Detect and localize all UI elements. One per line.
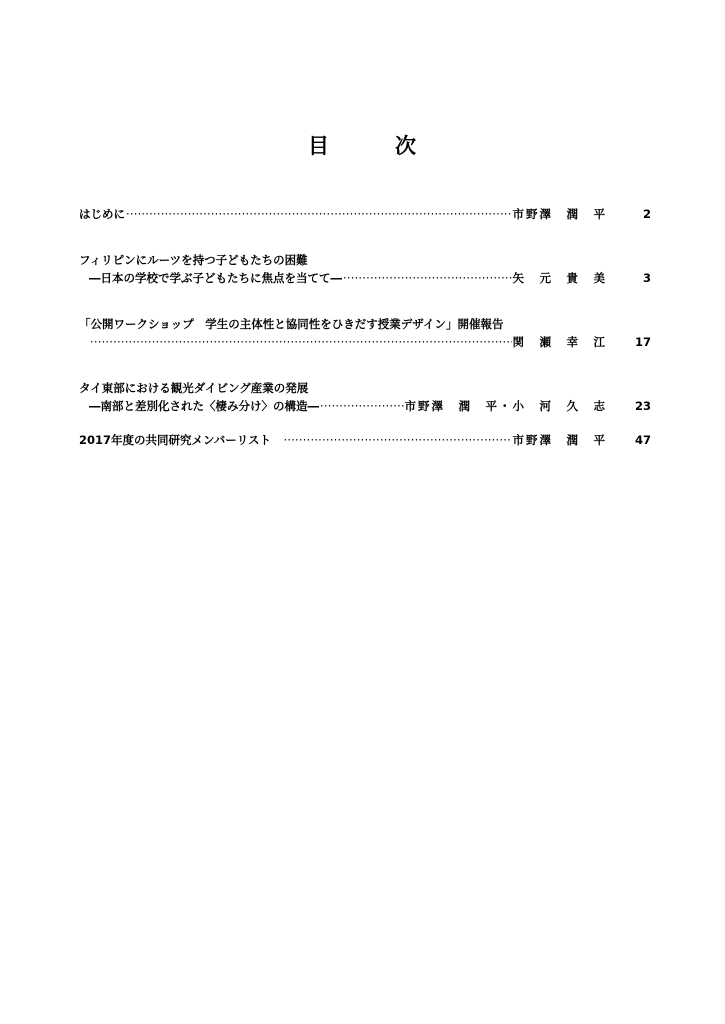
toc-line <box>79 333 651 351</box>
entry-page-number: 3 <box>642 271 651 285</box>
entry-author: 市野澤 潤 平 <box>512 433 607 447</box>
toc-entry-workshop <box>79 315 651 351</box>
dot-leader <box>90 333 512 351</box>
entry-page-number: 2 <box>642 207 651 221</box>
entry-author: 市野澤 潤 平・小 河 久 志 <box>404 399 607 413</box>
entry-title: 2017年度の共同研究メンバーリスト <box>79 433 283 447</box>
entry-author: 矢 元 貴 美 <box>512 271 607 285</box>
entry-subtitle: ―日本の学校で学ぶ子どもたちに焦点を当てて― <box>89 271 342 285</box>
entry-author: 関 瀬 幸 江 <box>512 335 607 349</box>
entry-title: フィリピンにルーツを持つ子どもたちの困難 <box>79 253 308 267</box>
entry-page-number: 47 <box>634 433 651 447</box>
toc-line <box>79 269 651 287</box>
entry-title: はじめに <box>79 207 125 221</box>
title-part-2: 次 <box>395 134 416 158</box>
toc-line <box>79 315 651 333</box>
toc-line <box>79 379 651 397</box>
toc-line <box>79 205 651 223</box>
title-part-1: 目 <box>308 134 329 158</box>
toc-line <box>79 251 651 269</box>
toc-line <box>79 431 651 449</box>
dot-leader <box>283 431 511 449</box>
entry-author: 市野澤 潤 平 <box>512 207 607 221</box>
entry-title: 「公開ワークショップ 学生の主体性と協同性をひきだす授業デザイン」開催報告 <box>79 317 504 331</box>
dot-leader <box>126 205 512 223</box>
entry-subtitle: ―南部と差別化された〈棲み分け〉の構造― <box>89 399 319 413</box>
entry-page-number: 23 <box>634 399 651 413</box>
entry-title: タイ東部における観光ダイビング産業の発展 <box>79 381 309 395</box>
toc-line <box>79 397 651 415</box>
dot-leader <box>343 269 512 287</box>
toc-entry-thailand-diving <box>79 379 651 415</box>
toc-entry-philippines <box>79 251 651 287</box>
toc-list <box>79 205 651 449</box>
dot-leader <box>320 397 404 415</box>
entry-page-number: 17 <box>634 335 651 349</box>
toc-entry-member-list <box>79 431 651 449</box>
toc-entry-introduction <box>79 205 651 223</box>
